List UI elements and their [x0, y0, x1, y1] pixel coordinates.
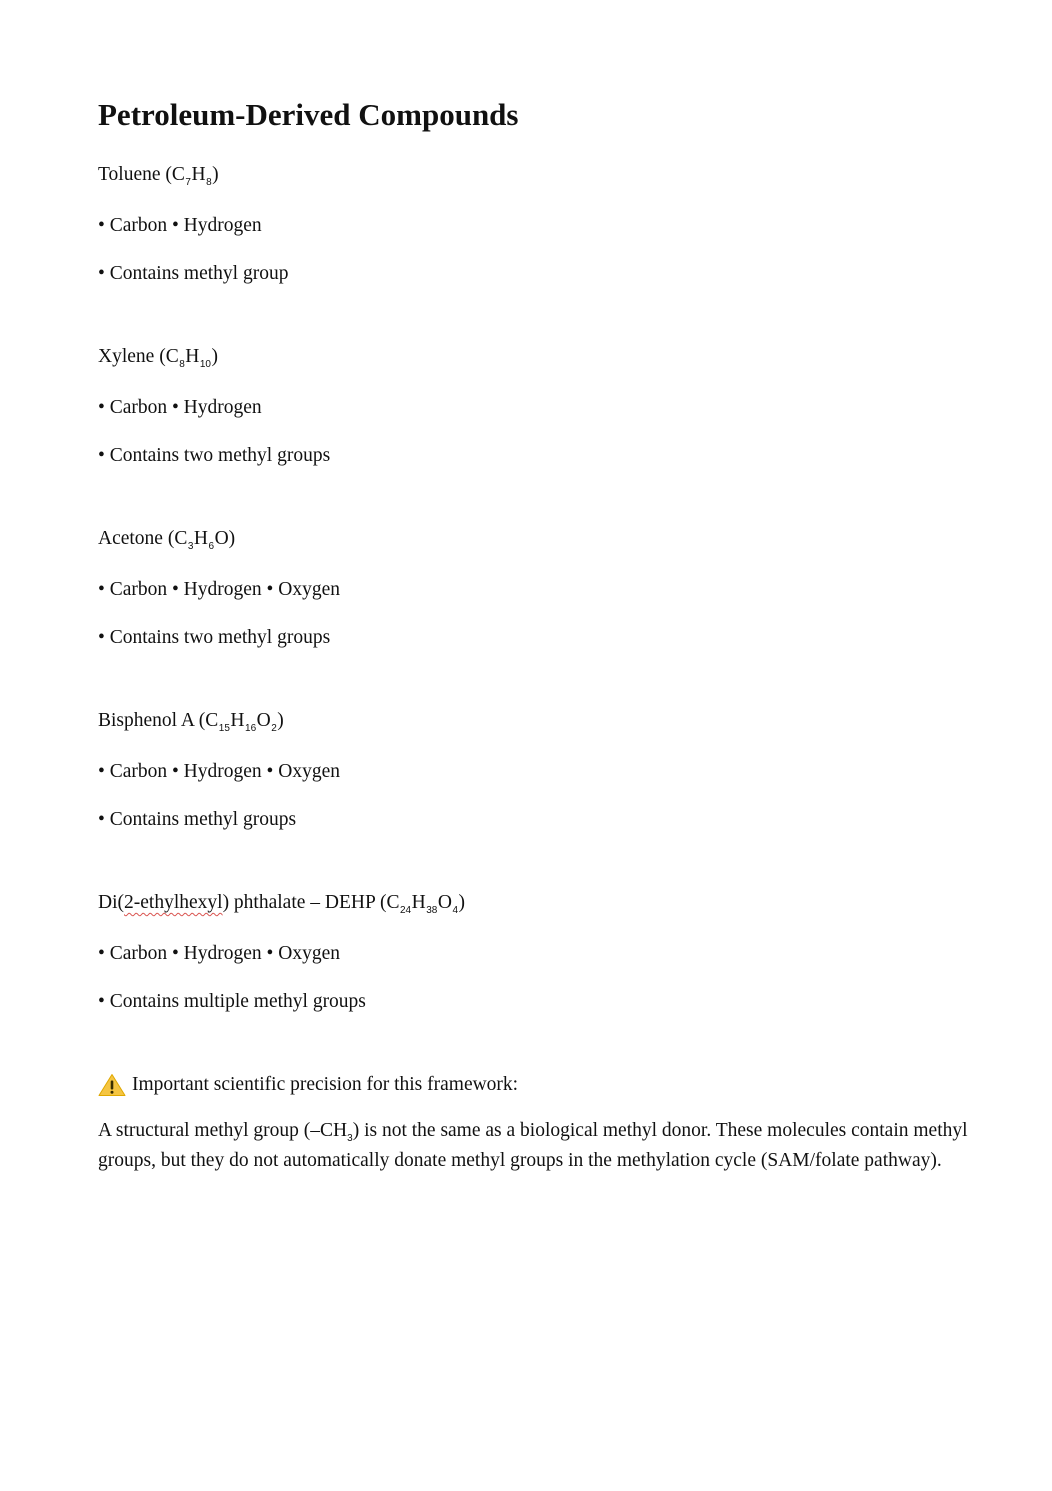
warning-text: Important scientific precision for this framework: — [132, 1074, 519, 1096]
methyl-note: • Contains two methyl groups — [98, 445, 331, 467]
formula-element-symbol: O — [437, 892, 452, 914]
formula-element-symbol: C — [171, 164, 185, 186]
methyl-note: • Contains methyl groups — [98, 809, 297, 831]
formula-subscript: 10 — [199, 359, 211, 371]
formula-element-symbol: H — [230, 710, 245, 732]
compound-heading: Acetone $(C_3H_6O)$ — [98, 528, 236, 553]
compound-name: Xylene — [98, 346, 155, 368]
compound-name: Acetone — [98, 528, 163, 550]
formula-element-symbol: H — [191, 164, 206, 186]
formula-element-symbol: O — [256, 710, 271, 732]
compound-name-suffix: ) phthalate – DEHP — [222, 892, 376, 914]
methyl-note: • Contains methyl group — [98, 263, 289, 285]
compound-name: Bisphenol A — [98, 710, 194, 732]
formula-subscript: 15 — [218, 723, 230, 735]
formula-subscript: 2 — [271, 723, 277, 735]
explanation-paragraph — [98, 1117, 968, 1174]
spellcheck-flagged-word[interactable]: 2-ethylhexyl — [124, 892, 223, 914]
formula-subscript: 16 — [245, 723, 257, 735]
formula-subscript: 4 — [452, 905, 458, 917]
element-list: • Carbon • Hydrogen • Oxygen — [98, 761, 340, 783]
methyl-note: • Contains multiple methyl groups — [98, 991, 366, 1013]
formula-subscript: 7 — [185, 177, 191, 189]
formula-subscript: 8 — [206, 177, 212, 189]
formula-element-symbol: C — [205, 710, 219, 732]
compound-block — [98, 527, 978, 650]
compound-block — [98, 891, 978, 1014]
formula-subscript: 6 — [208, 541, 215, 553]
formula-element-symbol: C — [174, 528, 188, 550]
formula-subscript: 24 — [400, 905, 412, 917]
compound-name: Toluene — [98, 164, 161, 186]
page-title: Petroleum-Derived Compounds — [98, 97, 519, 132]
element-list: • Carbon • Hydrogen • Oxygen — [98, 579, 340, 601]
paragraph-part-2: ) is not the same as a biological methyl donor. These molecules contain methyl groups, but they do not automatically donate methyl groups in the methylation cycle (SAM/folate pathway). — [98, 1120, 968, 1172]
element-list: • Carbon • Hydrogen — [98, 215, 262, 237]
compound-list — [98, 163, 978, 1014]
compound-heading: Xylene $(C_8H_{10})$ — [98, 346, 218, 371]
formula-element-symbol: H — [193, 528, 209, 550]
compound-block — [98, 345, 978, 468]
formula-element-symbol: H — [411, 892, 426, 914]
element-list: • Carbon • Hydrogen • Oxygen — [98, 943, 340, 965]
compound-heading: Di(2-ethylhexyl) phthalate – DEHP $(C_{24}H_{38}O_4)$ — [98, 892, 465, 917]
formula-subscript: 8 — [179, 359, 185, 371]
paragraph-subscript: 3 — [347, 1133, 353, 1145]
formula-element-symbol: C — [165, 346, 179, 368]
methyl-note: • Contains two methyl groups — [98, 627, 331, 649]
paragraph-part-1: A structural methyl group (–CH — [98, 1120, 348, 1142]
warning-icon — [98, 1073, 126, 1097]
compound-heading: Bisphenol A $(C_{15}H_{16}O_2)$ — [98, 710, 284, 735]
compound-heading: Toluene $(C_7H_8)$ — [98, 164, 219, 189]
formula-element-symbol: C — [386, 892, 400, 914]
compound-block — [98, 163, 978, 286]
document-page — [98, 96, 978, 1174]
formula-element-symbol: H — [185, 346, 200, 368]
compound-name-prefix: Di( — [98, 892, 124, 914]
compound-block — [98, 709, 978, 832]
formula-subscript: 38 — [426, 905, 438, 917]
formula-element-symbol: O — [214, 528, 229, 550]
warning-line — [98, 1073, 978, 1097]
formula-subscript: 3 — [187, 541, 194, 553]
element-list: • Carbon • Hydrogen — [98, 397, 262, 419]
